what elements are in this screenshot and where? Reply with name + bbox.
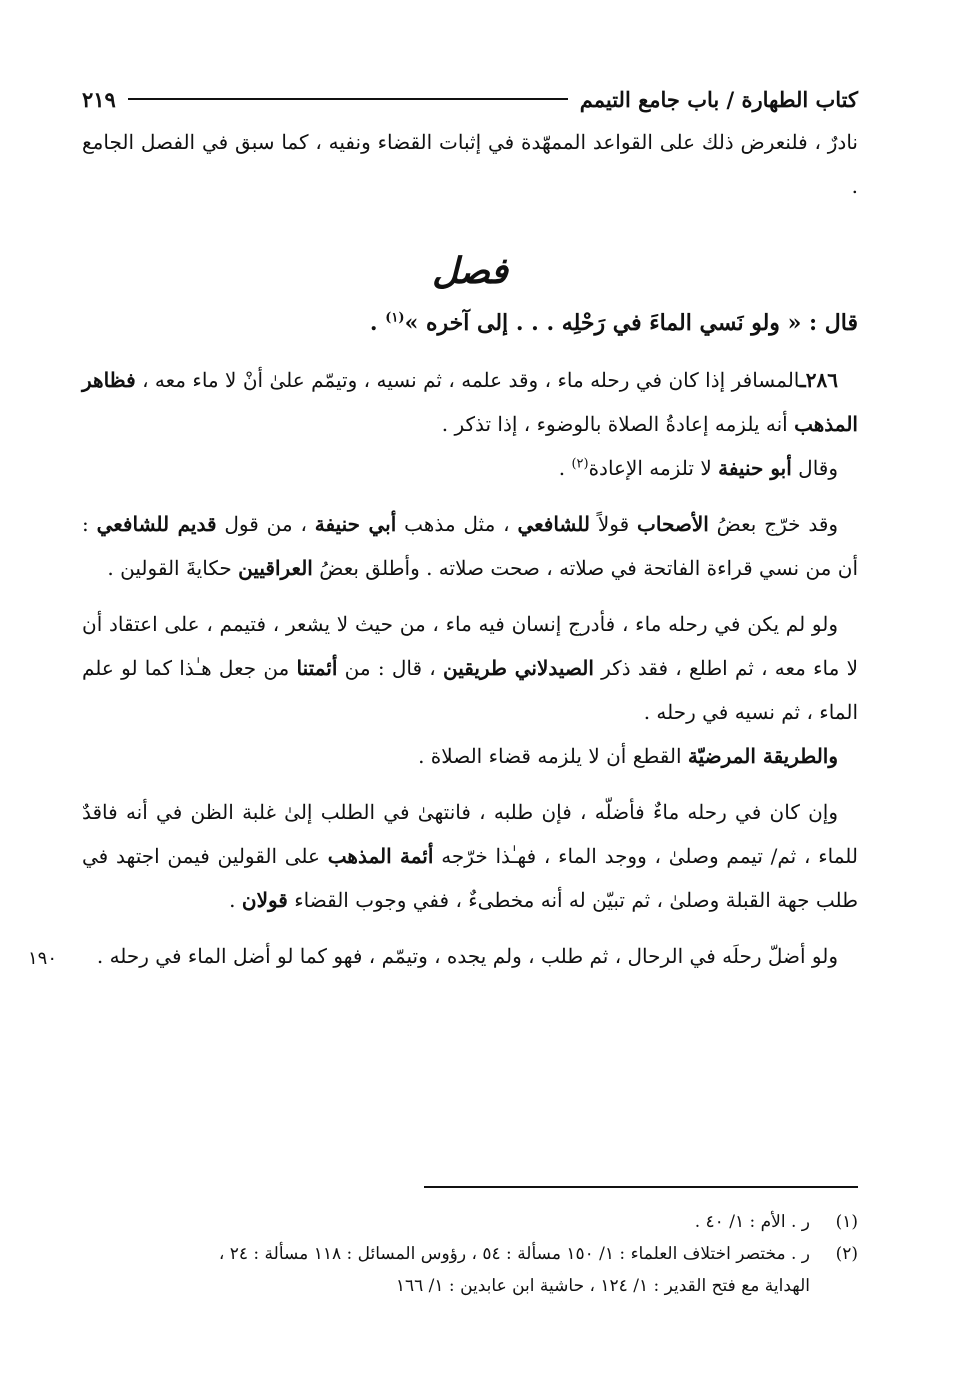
paragraph-abu-hanifa: [82, 446, 858, 490]
text-span: ، من قول: [224, 512, 307, 536]
text-span: على القولين فيمن اجتهد في طلب جهة القبلة وصلىٰ ، ثم تبيّن له أنه مخطىءٌ ، ففي وجوب القضاء: [82, 844, 858, 912]
paragraph-continuation: نادرٌ ، فلنعرض ذلك على القواعد الممهّدة في إثبات القضاء ونفيه ، كما سبق في الفصل الجامع .: [82, 130, 858, 198]
quoted-text-line: [82, 300, 858, 346]
paragraph-adalla-rahl: ولو أضلّ رحلَه في الرحال ، ثم طلب ، ولم يجده ، وتيمّم ، فهو كما لو أضل الماء في رحله .: [96, 944, 838, 968]
paragraph-tariqa: [82, 734, 858, 778]
bold-term: العراقيين: [238, 556, 313, 580]
text-span: القطع أن لا يلزمه قضاء الصلاة .: [418, 744, 682, 768]
text-span: وقال: [798, 456, 838, 480]
bold-term: الأصحاب: [637, 512, 709, 536]
bold-term: قديم للشافعي: [96, 512, 217, 536]
bold-term: أبي حنيفة: [314, 512, 397, 536]
footnote-number: (١): [835, 1212, 858, 1232]
header-rule: [128, 98, 568, 100]
text-span: المسافر إذا كان في رحله ماء ، وقد علمه ، ثم نسيه ، وتيمّم علىٰ أنْ لا ماء معه ،: [142, 368, 800, 392]
text-span: ، مثل مذهب: [404, 512, 510, 536]
text-span: .: [229, 888, 236, 912]
text-span: لا تلزمه الإعادة: [588, 456, 712, 480]
text-span: وقد خرّج بعضُ: [716, 512, 839, 536]
page: [82, 78, 858, 1352]
bold-term: أبو حنيفة: [718, 456, 792, 480]
footnote-text: ر . الأم : ١/ ٤٠ .: [694, 1212, 810, 1232]
paragraph-takhrij: [82, 502, 858, 590]
manuscript-folio-number: ١٩٠: [28, 948, 58, 969]
text-span: وإن كان في رحله ماءٌ فأضلّه ، فإن طلبه ، فانتهىٰ في الطلب إلىٰ غلبة الظن في أنه فاقدٌ للماء ، ثم/ تيمم وصلىٰ ، ووجد الماء ، فهـٰذا خرّجه: [82, 800, 858, 868]
footnote-number: (٢): [835, 1244, 858, 1264]
footnote-rule: [424, 1186, 858, 1188]
paragraph-286: [82, 358, 858, 446]
qal-quote: « ولو نَسي الماءَ في رَحْلِه . . . إلى آخره »: [404, 310, 802, 336]
text-span: .: [558, 456, 566, 480]
qal-prefix: قال :: [809, 310, 858, 336]
paragraph-idraj: [82, 602, 858, 734]
text-span: أنه يلزمه إعادةُ الصلاة بالوضوء ، إذا تذكر .: [441, 412, 788, 436]
running-header: [82, 78, 858, 120]
footnote-2-continuation: الهداية مع فتح القدير : ١/ ١٢٤ ، حاشية ابن عابدين : ١/ ١٦٦: [395, 1276, 810, 1296]
section-heading-fasl: فصل: [432, 250, 508, 292]
paragraph-number-286: ٢٨٦ـ: [799, 368, 838, 392]
bold-term: أئمتنا: [296, 656, 338, 680]
text-span: ، قال : من: [344, 656, 436, 680]
footnote-1: [82, 1206, 858, 1238]
text-span: قولاً: [597, 512, 630, 536]
bold-term: قولان: [241, 888, 288, 912]
bold-term: للشافعي: [517, 512, 590, 536]
text-span: : أن من نسي قراءة الفاتحة في صلاته ، صحت صلاته . وأطلق بعضُ: [82, 512, 858, 580]
footnote-text: ر . مختصر اختلاف العلماء : ١/ ١٥٠ مسألة : ٥٤ ، رؤوس المسائل : ١١٨ مسألة : ٢٤ ،: [218, 1244, 810, 1264]
footnote-ref-2: (٢): [571, 456, 589, 472]
qal-end: .: [369, 310, 378, 336]
bold-term: فظاهر المذهب: [82, 368, 858, 436]
paragraph-adalla-ma: [82, 790, 858, 922]
bold-term: والطريقة المرضيّة: [687, 744, 838, 768]
footnotes: [82, 1206, 858, 1302]
footnote-ref-1: (١): [385, 310, 405, 326]
page-number: ٢١٩: [82, 86, 116, 112]
text-span: حكايةَ القولين .: [107, 556, 232, 580]
bold-term: الصيدلاني طريقين: [442, 656, 594, 680]
running-title: كتاب الطهارة / باب جامع التيمم: [579, 86, 858, 112]
text-span: من جعل هـٰذا كما لو علم الماء ، ثم نسيه في رحله .: [82, 656, 858, 724]
bold-term: أئمة المذهب: [327, 844, 434, 868]
text-span: ولو لم يكن في رحله ماء ، فأدرج إنسان فيه ماء ، من حيث لا يشعر ، فتيمم ، على اعتقاد أن لا ماء معه ، ثم اطلع ، فقد ذكر: [82, 612, 859, 680]
footnote-2: [82, 1238, 858, 1270]
